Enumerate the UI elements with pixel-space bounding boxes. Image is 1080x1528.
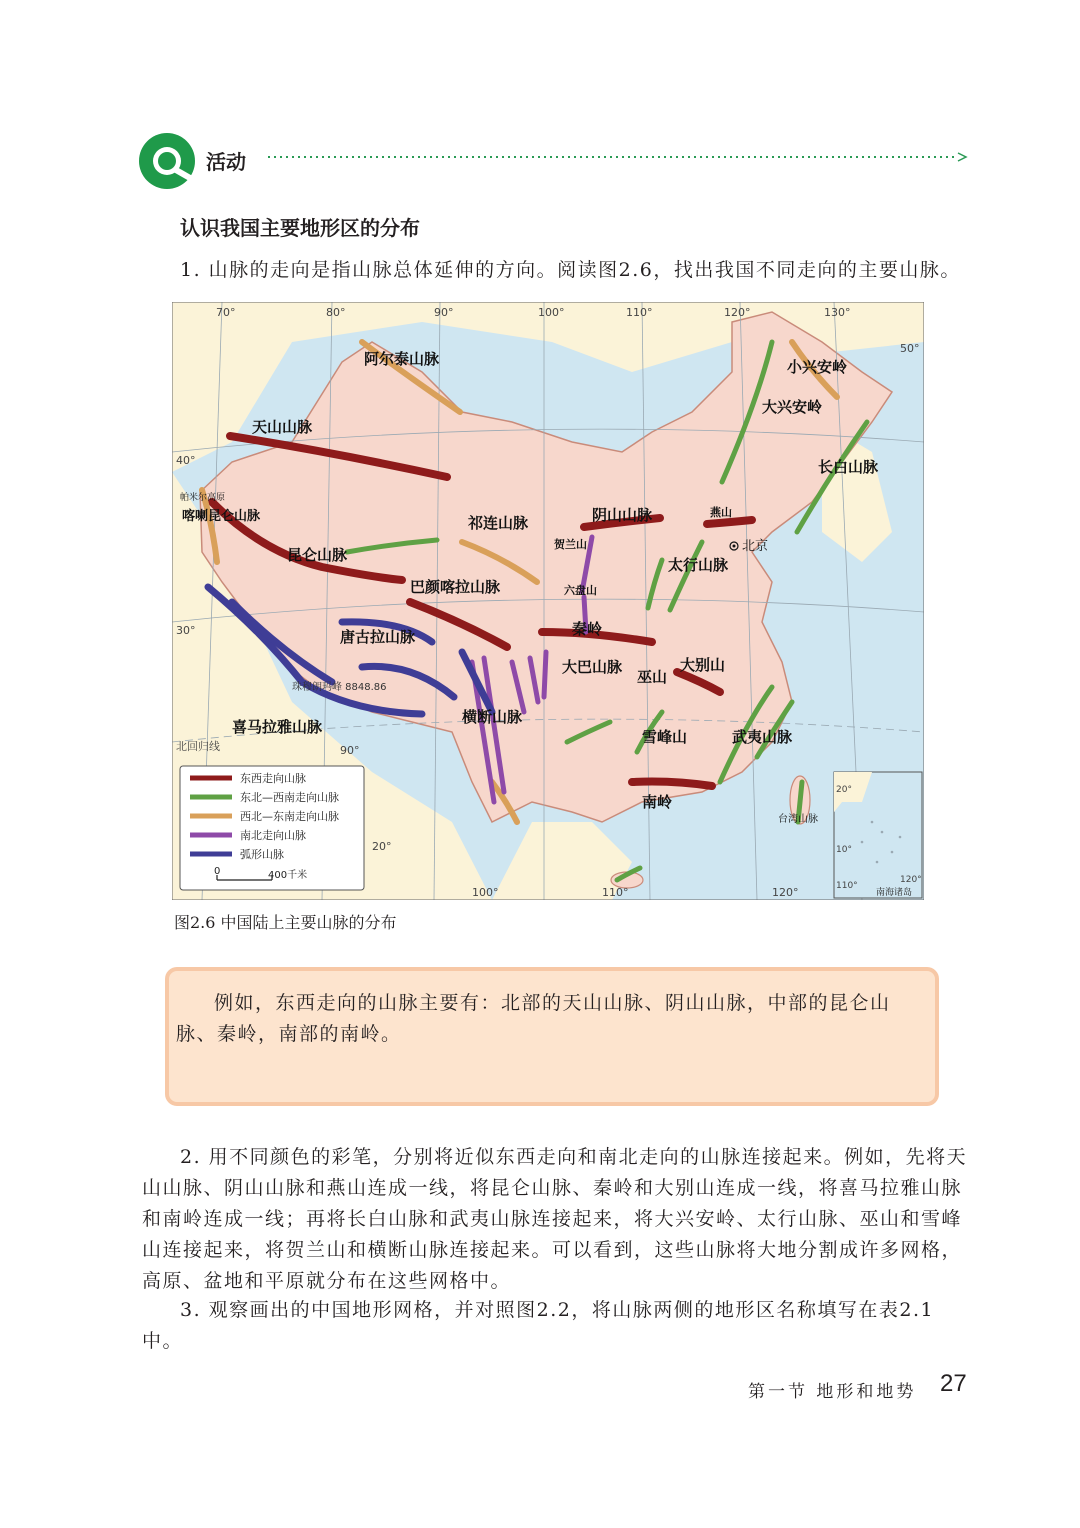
tropic-label: 北回归线	[176, 740, 220, 753]
label-helanshan: 贺兰山	[554, 538, 587, 551]
map-legend	[180, 766, 364, 890]
lon-label-130: 130°	[824, 306, 851, 319]
label-tanggula: 唐古拉山脉	[340, 628, 416, 646]
lon-label-extra-110: 110°	[602, 886, 629, 899]
inset-label-120: 120°	[900, 875, 922, 885]
label-qilian: 祁连山脉	[468, 514, 529, 532]
inset-title: 南海诸岛	[876, 888, 913, 898]
label-yanshan: 燕山	[710, 506, 732, 519]
question-3: 3. 观察画出的中国地形网格，并对照图2.2，将山脉两侧的地形区名称填写在表2.1中。	[142, 1299, 935, 1352]
beijing-label: 北京	[742, 539, 769, 554]
question-1: 1. 山脉的走向是指山脉总体延伸的方向。阅读图2.6，找出我国不同走向的主要山脉。	[180, 259, 961, 281]
label-nanling: 南岭	[642, 793, 673, 811]
lon-label-70: 70°	[216, 306, 236, 319]
stroke-nanling	[632, 782, 712, 787]
label-wuyi: 武夷山脉	[732, 728, 793, 746]
lat-label-40: 40°	[176, 454, 196, 467]
activity-title: 活动	[206, 150, 246, 174]
lon-label-extra-90: 90°	[340, 744, 360, 757]
scale-zero: 0	[214, 866, 221, 877]
label-liupanshan: 六盘山	[564, 584, 597, 597]
question-2: 2. 用不同颜色的彩笔，分别将近似东西走向和南北走向的山脉连接起来。例如，先将天山山脉、阴山山脉和燕山连成一线，将昆仑山脉、秦岭和大别山连成一线，将喜马拉雅山脉和南岭连成一线；再将长白山脉和武夷山脉连接起来，将大兴安岭、太行山脉、巫山和雪峰山连接起来，将贺兰山和横断山脉连接起来。可以看到，这些山脉将大地分割成许多网格，高原、盆地和平原就分布在这些网格中。	[142, 1146, 968, 1292]
label-qinling: 秦岭	[572, 620, 603, 638]
section-heading: 认识我国主要地形区的分布	[180, 216, 420, 240]
label-daxinganling: 大兴安岭	[762, 398, 823, 416]
label-xuefeng: 雪峰山	[642, 728, 688, 746]
stroke-yanshan	[707, 520, 752, 524]
example-text: 例如，东西走向的山脉主要有：北部的天山山脉、阴山山脉，中部的昆仑山脉、秦岭，南部的南岭。	[176, 992, 891, 1045]
label-xiaoxinganling: 小兴安岭	[787, 358, 848, 376]
legend-nw-se: 西北—东南走向山脉	[240, 810, 339, 823]
scale-value: 400千米	[268, 870, 308, 881]
china-mountain-map	[172, 302, 924, 900]
lon-label-extra-120: 120°	[772, 886, 799, 899]
legend-ns: 南北走向山脉	[240, 829, 306, 842]
lat-label-50: 50°	[900, 342, 920, 355]
stroke-hengduan-5	[544, 652, 546, 697]
label-taiwan: 台湾山脉	[778, 814, 818, 825]
south-sea-inset	[834, 772, 922, 898]
label-changbai: 长白山脉	[818, 458, 879, 476]
inset-label-20: 20°	[836, 785, 852, 795]
figure-caption: 图2.6 中国陆上主要山脉的分布	[174, 913, 397, 932]
label-tianshan: 天山山脉	[252, 418, 313, 436]
lon-label-100: 100°	[538, 306, 565, 319]
dotted-divider	[268, 152, 968, 162]
inset-label-10: 10°	[836, 845, 852, 855]
label-dabieshan: 大别山	[680, 656, 726, 674]
lon-label-120: 120°	[724, 306, 751, 319]
legend-ew: 东西走向山脉	[240, 772, 306, 785]
label-yinshan: 阴山山脉	[592, 506, 653, 524]
label-hengduan: 横断山脉	[462, 708, 523, 726]
lon-label-110: 110°	[626, 306, 653, 319]
label-karakoram: 喀喇昆仑山脉	[182, 509, 261, 524]
legend-ne-sw: 东北—西南走向山脉	[240, 791, 339, 804]
label-pamir: 帕米尔高原	[180, 493, 226, 503]
label-bayankala: 巴颜喀拉山脉	[410, 578, 501, 596]
lon-label-extra-100: 100°	[472, 886, 499, 899]
label-dabashan: 大巴山脉	[562, 658, 623, 676]
label-wushan: 巫山	[637, 668, 668, 686]
label-kunlun: 昆仑山脉	[287, 546, 348, 564]
label-taihang: 太行山脉	[668, 556, 729, 574]
label-altai: 阿尔泰山脉	[364, 350, 440, 368]
lat-label-30: 30°	[176, 624, 196, 637]
page-number: 27	[940, 1370, 967, 1397]
footer-chapter: 第一节 地形和地势	[748, 1382, 917, 1402]
lat-label-20: 20°	[372, 840, 392, 853]
activity-icon	[138, 132, 196, 190]
qomolangma-label: 珠穆朗玛峰 8848.86	[292, 682, 387, 693]
legend-arc: 弧形山脉	[240, 848, 284, 861]
lon-label-90: 90°	[434, 306, 454, 319]
lon-label-80: 80°	[326, 306, 346, 319]
inset-label-110: 110°	[836, 881, 858, 891]
label-himalaya: 喜马拉雅山脉	[232, 718, 323, 736]
